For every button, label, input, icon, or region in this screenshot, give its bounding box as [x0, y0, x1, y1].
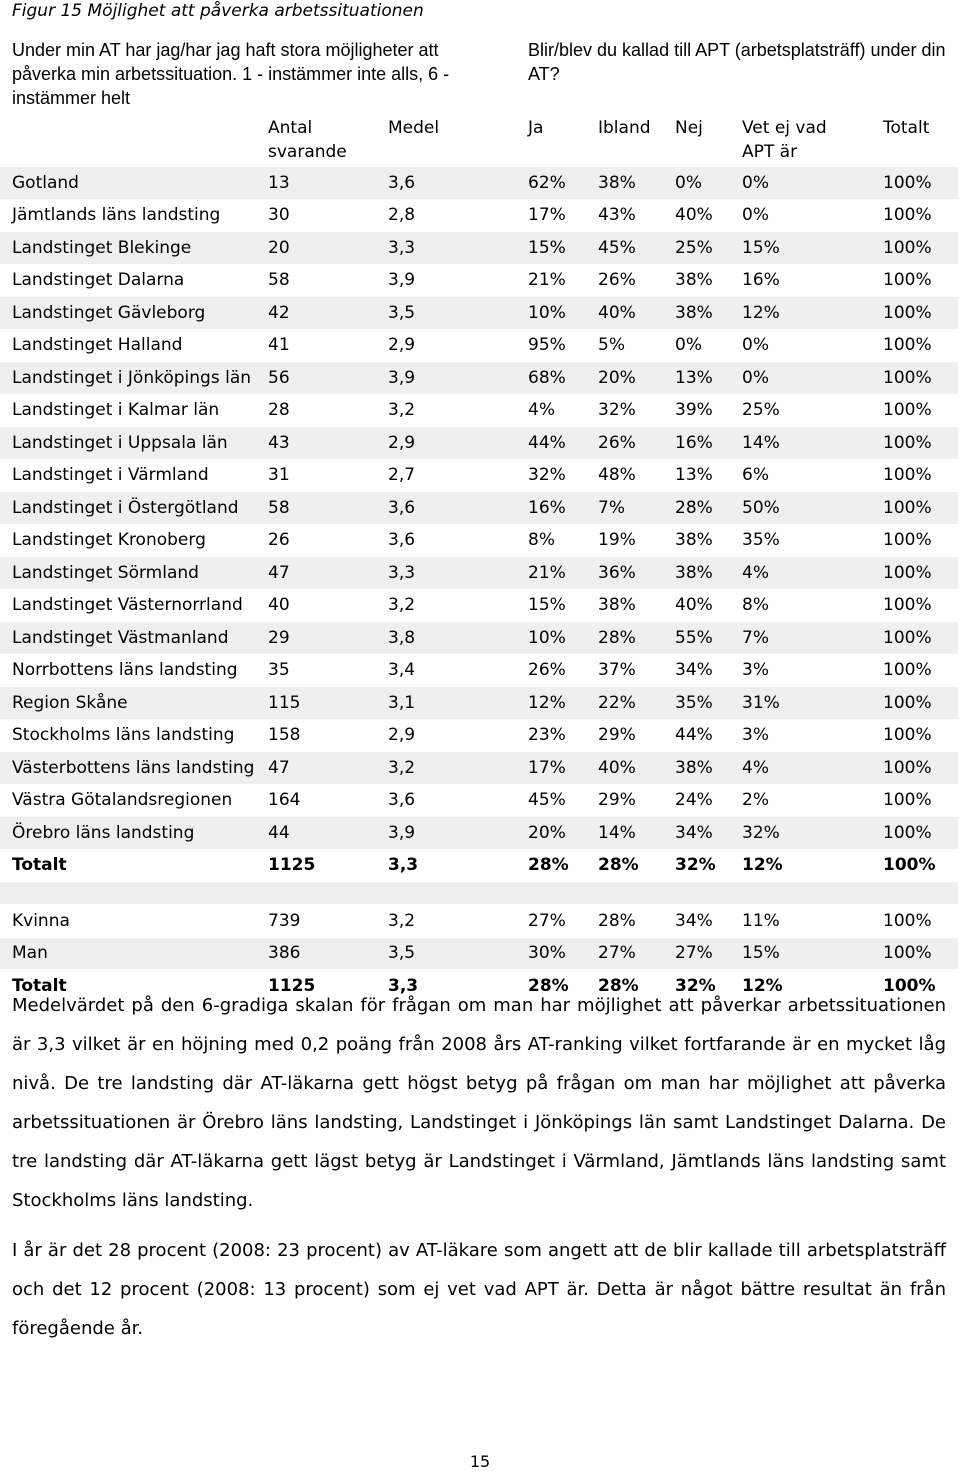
- cell-vetej: 3%: [742, 719, 883, 752]
- table-row: [0, 492, 958, 525]
- cell-antal: 13: [268, 167, 388, 200]
- cell-nej: 32%: [675, 849, 742, 882]
- cell-medel: 3,6: [388, 167, 528, 200]
- cell-vetej: 12%: [742, 297, 883, 330]
- cell-ibland: 32%: [598, 394, 675, 427]
- cell-totalt: 100%: [883, 970, 958, 1002]
- cell-name: Landstinget Gävleborg: [0, 297, 268, 330]
- cell-totalt: 100%: [883, 654, 958, 687]
- cell-vetej: 0%: [742, 167, 883, 200]
- cell-ja: 27%: [528, 905, 598, 938]
- header-antal: [268, 116, 347, 164]
- figure-caption: Figur 15 Möjlighet att påverka arbetssituationen: [12, 1, 424, 21]
- table-row: [0, 232, 958, 265]
- cell-ja: 21%: [528, 557, 598, 590]
- cell-medel: 3,6: [388, 492, 528, 525]
- cell-antal: 42: [268, 297, 388, 330]
- cell-antal: 47: [268, 752, 388, 785]
- table-row: [0, 329, 958, 362]
- cell-antal: 1125: [268, 849, 388, 882]
- table-row: [0, 557, 958, 590]
- cell-totalt: 100%: [883, 752, 958, 785]
- cell-name: Region Skåne: [0, 687, 268, 720]
- cell-nej: 40%: [675, 199, 742, 232]
- header-vetej-line1: Vet ej vad: [742, 118, 827, 138]
- cell-medel: 3,8: [388, 622, 528, 655]
- cell-totalt: 100%: [883, 849, 958, 882]
- cell-vetej: 3%: [742, 654, 883, 687]
- cell-ibland: 28%: [598, 622, 675, 655]
- cell-ibland: 22%: [598, 687, 675, 720]
- cell-medel: 3,1: [388, 687, 528, 720]
- cell-vetej: 12%: [742, 970, 883, 1002]
- cell-ibland: 7%: [598, 492, 675, 525]
- cell-nej: 38%: [675, 752, 742, 785]
- cell-medel: 3,4: [388, 654, 528, 687]
- cell-medel: 3,3: [388, 849, 528, 882]
- cell-nej: 24%: [675, 784, 742, 817]
- cell-ibland: 43%: [598, 199, 675, 232]
- cell-name: Totalt: [0, 970, 268, 1002]
- cell-ibland: 28%: [598, 970, 675, 1002]
- cell-ja: 68%: [528, 362, 598, 395]
- table-row: [0, 167, 958, 200]
- cell-antal: 30: [268, 199, 388, 232]
- cell-antal: 386: [268, 937, 388, 970]
- paragraph-1: Medelvärdet på den 6-gradiga skalan för frågan om man har möjlighet att påverkar arbetssituationen är 3,3 vilket är en höjning med 0,2 poäng från 2008 års AT-ranking vilket fortfarande är en mycket låg nivå. De tre landsting där AT-läkarna gett högst betyg på frågan om man har möjlighet att påverka arbetssituationen är Örebro läns landsting, Landstinget i Jönköpings län samt Landstinget Dalarna. De tre landsting där AT-läkarna gett lägst betyg är Landstinget i Värmland, Jämtlands läns landsting samt Stockholms läns landsting.: [12, 995, 946, 1211]
- cell-vetej: 15%: [742, 232, 883, 265]
- cell-name: Stockholms läns landsting: [0, 719, 268, 752]
- cell-nej: 44%: [675, 719, 742, 752]
- cell-name: Jämtlands läns landsting: [0, 199, 268, 232]
- cell-medel: 3,9: [388, 264, 528, 297]
- cell-ibland: 5%: [598, 329, 675, 362]
- cell-vetej: 14%: [742, 427, 883, 460]
- cell-ibland: 38%: [598, 589, 675, 622]
- cell-antal: 40: [268, 589, 388, 622]
- cell-antal: 41: [268, 329, 388, 362]
- cell-totalt: 100%: [883, 394, 958, 427]
- cell-vetej: 4%: [742, 752, 883, 785]
- cell-name: Landstinget i Östergötland: [0, 492, 268, 525]
- table-row: [0, 752, 958, 785]
- table-row: [0, 687, 958, 720]
- table-row: [0, 784, 958, 817]
- cell-ja: 45%: [528, 784, 598, 817]
- cell-ibland: 37%: [598, 654, 675, 687]
- table-row-total: [0, 849, 958, 882]
- table-row: [0, 427, 958, 460]
- cell-antal: 739: [268, 905, 388, 938]
- table-row: [0, 622, 958, 655]
- cell-name: Landstinget i Uppsala län: [0, 427, 268, 460]
- cell-nej: 13%: [675, 459, 742, 492]
- cell-ja: 8%: [528, 524, 598, 557]
- cell-vetej: 35%: [742, 524, 883, 557]
- cell-medel: 3,9: [388, 817, 528, 850]
- table-row: [0, 817, 958, 850]
- cell-ja: 30%: [528, 937, 598, 970]
- cell-nej: 38%: [675, 557, 742, 590]
- cell-totalt: 100%: [883, 784, 958, 817]
- cell-totalt: 100%: [883, 362, 958, 395]
- cell-ja: 10%: [528, 297, 598, 330]
- question-right: Blir/blev du kallad till APT (arbetsplatsträff) under din AT?: [528, 40, 946, 84]
- table-row: [0, 459, 958, 492]
- cell-antal: 29: [268, 622, 388, 655]
- cell-ja: 15%: [528, 589, 598, 622]
- cell-nej: 0%: [675, 167, 742, 200]
- cell-medel: 2,8: [388, 199, 528, 232]
- cell-totalt: 100%: [883, 297, 958, 330]
- cell-medel: 3,6: [388, 784, 528, 817]
- cell-ja: 95%: [528, 329, 598, 362]
- cell-antal: 35: [268, 654, 388, 687]
- cell-totalt: 100%: [883, 719, 958, 752]
- cell-antal: 58: [268, 264, 388, 297]
- cell-name: Landstinget i Värmland: [0, 459, 268, 492]
- cell-ja: 32%: [528, 459, 598, 492]
- cell-ibland: 45%: [598, 232, 675, 265]
- cell-vetej: 50%: [742, 492, 883, 525]
- cell-name: Landstinget i Jönköpings län: [0, 362, 268, 395]
- cell-medel: 2,9: [388, 719, 528, 752]
- question-left: Under min AT har jag/har jag haft stora möjligheter att påverka min arbetssituation. 1 - instämmer inte alls, 6 - instämmer helt: [12, 40, 450, 108]
- cell-totalt: 100%: [883, 524, 958, 557]
- cell-vetej: 12%: [742, 849, 883, 882]
- cell-name: Landstinget Västernorrland: [0, 589, 268, 622]
- cell-antal: 44: [268, 817, 388, 850]
- cell-nej: 0%: [675, 329, 742, 362]
- cell-nej: 16%: [675, 427, 742, 460]
- cell-name: Landstinget Halland: [0, 329, 268, 362]
- cell-ja: 4%: [528, 394, 598, 427]
- table-row: [0, 199, 958, 232]
- cell-name: Landstinget Sörmland: [0, 557, 268, 590]
- cell-ja: 12%: [528, 687, 598, 720]
- cell-totalt: 100%: [883, 589, 958, 622]
- cell-medel: 3,2: [388, 589, 528, 622]
- cell-ibland: 36%: [598, 557, 675, 590]
- header-vetej: [742, 116, 827, 164]
- cell-antal: 1125: [268, 970, 388, 1002]
- cell-ja: 16%: [528, 492, 598, 525]
- cell-name: Landstinget i Kalmar län: [0, 394, 268, 427]
- cell-vetej: 2%: [742, 784, 883, 817]
- cell-totalt: 100%: [883, 492, 958, 525]
- cell-antal: 164: [268, 784, 388, 817]
- cell-nej: 34%: [675, 654, 742, 687]
- cell-ja: 21%: [528, 264, 598, 297]
- table-row: [0, 297, 958, 330]
- cell-ibland: 27%: [598, 937, 675, 970]
- cell-totalt: 100%: [883, 622, 958, 655]
- cell-ibland: 28%: [598, 849, 675, 882]
- cell-totalt: 100%: [883, 459, 958, 492]
- cell-ja: 23%: [528, 719, 598, 752]
- data-table: [0, 166, 958, 1002]
- cell-antal: 31: [268, 459, 388, 492]
- cell-vetej: 15%: [742, 937, 883, 970]
- paragraph-2: I år är det 28 procent (2008: 23 procent) av AT-läkare som angett att de blir kallade till arbetsplatsträff och det 12 procent (2008: 13 procent) som ej vet vad APT är. Detta är något bättre resultat än från föregående år.: [12, 1240, 946, 1339]
- page-number: 15: [469, 1452, 491, 1471]
- cell-totalt: 100%: [883, 232, 958, 265]
- cell-ja: 26%: [528, 654, 598, 687]
- table-row: [0, 264, 958, 297]
- cell-medel: 3,3: [388, 970, 528, 1002]
- cell-medel: 3,3: [388, 232, 528, 265]
- cell-totalt: 100%: [883, 557, 958, 590]
- table-spacer: [0, 882, 958, 905]
- cell-vetej: 31%: [742, 687, 883, 720]
- cell-nej: 34%: [675, 905, 742, 938]
- cell-name: Västra Götalandsregionen: [0, 784, 268, 817]
- cell-antal: 158: [268, 719, 388, 752]
- table-row: [0, 362, 958, 395]
- cell-vetej: 16%: [742, 264, 883, 297]
- cell-ja: 62%: [528, 167, 598, 200]
- cell-name: Örebro läns landsting: [0, 817, 268, 850]
- cell-ja: 28%: [528, 970, 598, 1002]
- cell-name: Norrbottens läns landsting: [0, 654, 268, 687]
- cell-nej: 38%: [675, 297, 742, 330]
- cell-vetej: 32%: [742, 817, 883, 850]
- cell-totalt: 100%: [883, 905, 958, 938]
- cell-antal: 28: [268, 394, 388, 427]
- cell-nej: 38%: [675, 524, 742, 557]
- cell-nej: 13%: [675, 362, 742, 395]
- cell-nej: 40%: [675, 589, 742, 622]
- header-totalt: Totalt: [883, 118, 930, 138]
- cell-name: Kvinna: [0, 905, 268, 938]
- cell-totalt: 100%: [883, 937, 958, 970]
- cell-antal: 58: [268, 492, 388, 525]
- table-row: [0, 654, 958, 687]
- header-antal-line2: svarande: [268, 142, 347, 162]
- cell-vetej: 8%: [742, 589, 883, 622]
- cell-vetej: 0%: [742, 199, 883, 232]
- table-row: [0, 589, 958, 622]
- table-row: [0, 905, 958, 938]
- table-row: [0, 937, 958, 970]
- cell-nej: 32%: [675, 970, 742, 1002]
- cell-ibland: 40%: [598, 297, 675, 330]
- cell-vetej: 25%: [742, 394, 883, 427]
- cell-ibland: 29%: [598, 784, 675, 817]
- cell-medel: 3,5: [388, 297, 528, 330]
- cell-ja: 44%: [528, 427, 598, 460]
- header-ja: Ja: [528, 118, 544, 138]
- cell-antal: 47: [268, 557, 388, 590]
- cell-nej: 27%: [675, 937, 742, 970]
- header-ibland: Ibland: [598, 118, 651, 138]
- cell-ja: 28%: [528, 849, 598, 882]
- cell-antal: 43: [268, 427, 388, 460]
- cell-ibland: 26%: [598, 427, 675, 460]
- cell-antal: 26: [268, 524, 388, 557]
- cell-name: Västerbottens läns landsting: [0, 752, 268, 785]
- header-antal-line1: Antal: [268, 118, 313, 138]
- cell-ja: 17%: [528, 752, 598, 785]
- cell-medel: 3,2: [388, 394, 528, 427]
- cell-ibland: 26%: [598, 264, 675, 297]
- cell-ja: 10%: [528, 622, 598, 655]
- cell-totalt: 100%: [883, 817, 958, 850]
- cell-vetej: 4%: [742, 557, 883, 590]
- cell-ibland: 38%: [598, 167, 675, 200]
- cell-nej: 55%: [675, 622, 742, 655]
- cell-ja: 17%: [528, 199, 598, 232]
- cell-ja: 20%: [528, 817, 598, 850]
- spacer-cell: [0, 882, 958, 905]
- table-row: [0, 394, 958, 427]
- cell-nej: 38%: [675, 264, 742, 297]
- cell-antal: 115: [268, 687, 388, 720]
- cell-nej: 35%: [675, 687, 742, 720]
- cell-medel: 3,2: [388, 752, 528, 785]
- cell-nej: 28%: [675, 492, 742, 525]
- cell-nej: 25%: [675, 232, 742, 265]
- cell-ibland: 19%: [598, 524, 675, 557]
- cell-name: Man: [0, 937, 268, 970]
- cell-medel: 2,9: [388, 427, 528, 460]
- header-nej: Nej: [675, 118, 703, 138]
- cell-ja: 15%: [528, 232, 598, 265]
- cell-totalt: 100%: [883, 264, 958, 297]
- cell-medel: 2,9: [388, 329, 528, 362]
- cell-medel: 3,3: [388, 557, 528, 590]
- cell-name: Landstinget Kronoberg: [0, 524, 268, 557]
- cell-vetej: 6%: [742, 459, 883, 492]
- cell-totalt: 100%: [883, 199, 958, 232]
- cell-name: Gotland: [0, 167, 268, 200]
- cell-vetej: 7%: [742, 622, 883, 655]
- cell-medel: 3,9: [388, 362, 528, 395]
- cell-ibland: 40%: [598, 752, 675, 785]
- cell-ibland: 28%: [598, 905, 675, 938]
- cell-name: Landstinget Västmanland: [0, 622, 268, 655]
- cell-totalt: 100%: [883, 427, 958, 460]
- cell-medel: 2,7: [388, 459, 528, 492]
- cell-medel: 3,6: [388, 524, 528, 557]
- cell-nej: 39%: [675, 394, 742, 427]
- cell-totalt: 100%: [883, 167, 958, 200]
- cell-medel: 3,5: [388, 937, 528, 970]
- cell-vetej: 0%: [742, 329, 883, 362]
- cell-name: Totalt: [0, 849, 268, 882]
- header-vetej-line2: APT är: [742, 142, 798, 162]
- cell-ibland: 20%: [598, 362, 675, 395]
- table-row: [0, 719, 958, 752]
- cell-antal: 56: [268, 362, 388, 395]
- header-medel: Medel: [388, 118, 440, 138]
- cell-ibland: 14%: [598, 817, 675, 850]
- cell-totalt: 100%: [883, 687, 958, 720]
- cell-antal: 20: [268, 232, 388, 265]
- cell-name: Landstinget Blekinge: [0, 232, 268, 265]
- cell-name: Landstinget Dalarna: [0, 264, 268, 297]
- cell-medel: 3,2: [388, 905, 528, 938]
- cell-ibland: 48%: [598, 459, 675, 492]
- table-row: [0, 524, 958, 557]
- cell-nej: 34%: [675, 817, 742, 850]
- cell-ibland: 29%: [598, 719, 675, 752]
- cell-vetej: 11%: [742, 905, 883, 938]
- cell-vetej: 0%: [742, 362, 883, 395]
- cell-totalt: 100%: [883, 329, 958, 362]
